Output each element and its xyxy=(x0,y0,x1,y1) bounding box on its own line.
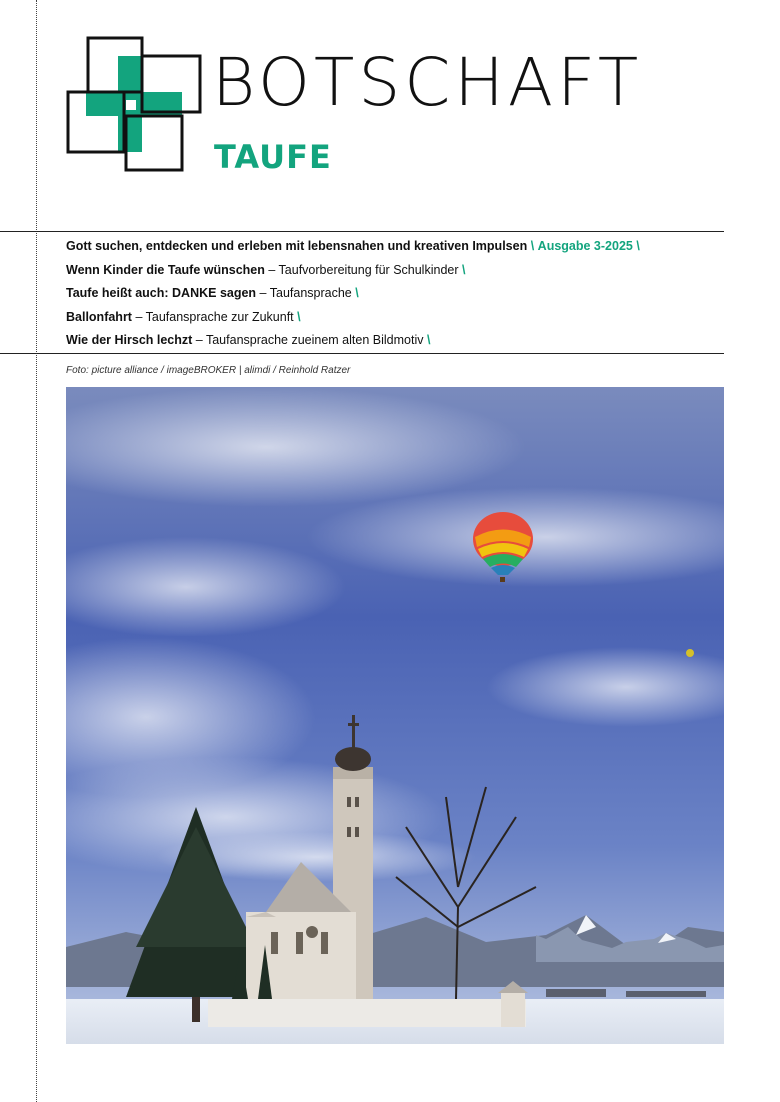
toc-item-bold: Wenn Kinder die Taufe wünschen xyxy=(66,262,265,277)
top-rule xyxy=(0,231,724,232)
toc-separator: \ xyxy=(461,262,466,277)
distant-balloon xyxy=(686,649,694,657)
table-of-contents xyxy=(66,236,726,354)
toc-item-bold: Taufe heißt auch: DANKE sagen xyxy=(66,286,257,300)
toc-item-text: – Taufansprache xyxy=(256,286,356,300)
cross-logo xyxy=(66,36,202,172)
toc-item-text: – Taufansprache zueinem alten Bildmotiv xyxy=(192,333,427,347)
toc-item-text: – Taufansprache zur Zukunft xyxy=(131,309,298,324)
toc-separator: \ xyxy=(297,309,301,324)
issue-number: Ausgabe 3-2025 xyxy=(537,239,633,253)
masthead xyxy=(212,44,643,121)
toc-separator: \ xyxy=(636,239,640,253)
toc-item-bold: Ballonfahrt xyxy=(66,309,132,324)
toc-item xyxy=(66,260,726,284)
fold-dotted-line xyxy=(36,0,37,1102)
toc-item xyxy=(66,307,726,331)
publication-title: BOTSCHAFT xyxy=(212,44,643,121)
issue-topic: TAUFE xyxy=(214,138,332,176)
toc-item xyxy=(66,283,726,307)
cover-photo xyxy=(66,387,724,1044)
toc-item xyxy=(66,236,726,260)
toc-item-bold: Gott suchen, entdecken und erleben mit lebensnahen und kreativen Impulsen xyxy=(66,239,528,253)
toc-item-text: – Taufvorbereitung für Schulkinder xyxy=(264,262,462,277)
toc-item-bold: Wie der Hirsch lechzt xyxy=(66,333,193,347)
bottom-rule xyxy=(0,353,724,354)
toc-separator: \ xyxy=(355,286,359,300)
logo-center xyxy=(126,100,136,110)
toc-item xyxy=(66,330,726,354)
photo-credit: Foto: picture alliance / imageBROKER | alimdi / Reinhold Ratzer xyxy=(66,365,351,376)
toc-separator: \ xyxy=(426,333,431,347)
toc-separator: \ xyxy=(530,239,535,253)
